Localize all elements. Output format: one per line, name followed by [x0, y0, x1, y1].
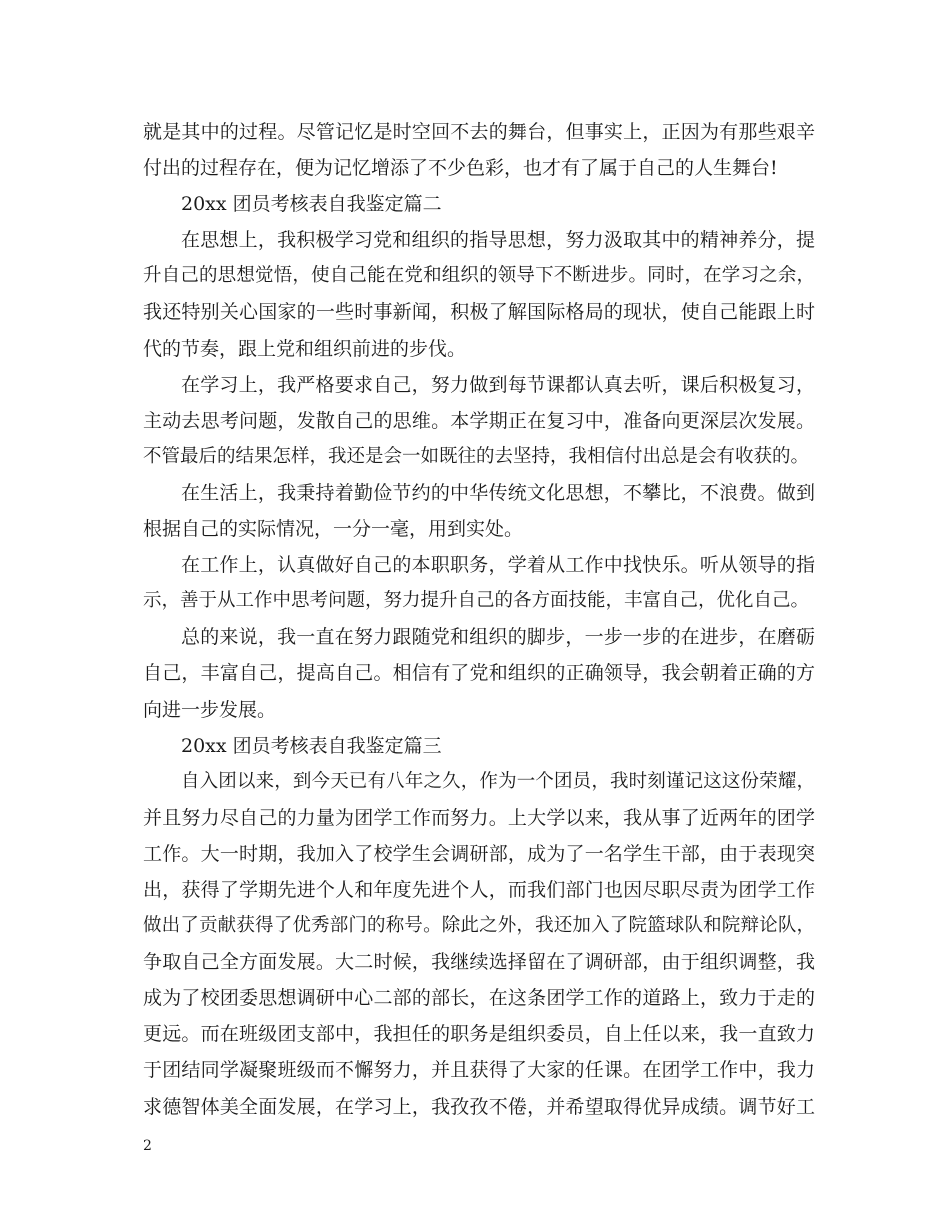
text-line: 我还特别关心国家的一些时事新闻，积极了解国际格局的现状，使自己能跟上时 — [143, 301, 815, 324]
text-line: 升自己的思想觉悟，使自己能在党和组织的领导下不断进步。同时，在学习之余， — [143, 265, 815, 287]
text-line: 付出的过程存在，便为记忆增添了不少色彩，也才有了属于自己的人生舞台! — [143, 157, 778, 180]
text-line: 代的节奏，跟上党和组织前进的步伐。 — [143, 337, 467, 360]
text-line: 示，善于从工作中思考问题，努力提升自己的各方面技能，丰富自己，优化自己。 — [143, 590, 810, 612]
text-line: 争取自己全方面发展。大二时候，我继续选择留在了调研部，由于组织调整，我 — [143, 951, 815, 974]
page-number: 2 — [143, 1138, 152, 1154]
text-line: 于团结同学凝聚班级而不懈努力，并且获得了大家的任课。在团学工作中，我力 — [143, 1059, 815, 1082]
text-line: 做出了贡献获得了优秀部门的称号。除此之外，我还加入了院篮球队和院辩论队， — [143, 915, 815, 937]
text-line: 更远。而在班级团支部中，我担任的职务是组织委员，自上任以来，我一直致力 — [143, 1023, 815, 1046]
text-line: 就是其中的过程。尽管记忆是时空回不去的舞台，但事实上，正因为有那些艰辛 — [143, 121, 815, 143]
text-line: 向进一步发展。 — [143, 698, 277, 721]
text-line: 在思想上，我积极学习党和组织的指导思想，努力汲取其中的精神养分，提 — [181, 229, 815, 252]
text-line: 成为了校团委思想调研中心二部的部长，在这条团学工作的道路上，致力于走的 — [143, 987, 815, 1010]
text-line: 自己，丰富自己，提高自己。相信有了党和组织的正确领导，我会朝着正确的方 — [143, 662, 815, 685]
text-line: 不管最后的结果怎样，我还是会一如既往的去坚持，我相信付出总是会有收获的。 — [143, 445, 810, 467]
document-body — [143, 114, 815, 1125]
text-line: 在生活上，我秉持着勤俭节约的中华传统文化思想，不攀比，不浪费。做到 — [181, 481, 815, 504]
section-heading: 20xx 团员考核表自我鉴定篇二 — [181, 193, 442, 216]
text-line: 求德智体美全面发展，在学习上，我孜孜不倦，并希望取得优异成绩。调节好工 — [143, 1095, 815, 1118]
text-line: 在学习上，我严格要求自己，努力做到每节课都认真去听，课后积极复习， — [181, 373, 815, 396]
text-line: 总的来说，我一直在努力跟随党和组织的脚步，一步一步的在进步，在磨砺 — [181, 626, 815, 649]
section-heading: 20xx 团员考核表自我鉴定篇三 — [181, 734, 442, 757]
text-line: 主动去思考问题，发散自己的思维。本学期正在复习中，准备向更深层次发展。 — [143, 409, 815, 432]
text-line: 在工作上，认真做好自己的本职职务，学着从工作中找快乐。听从领导的指 — [181, 554, 815, 577]
text-line: 出，获得了学期先进个人和年度先进个人，而我们部门也因尽职尽责为团学工作 — [143, 878, 815, 901]
text-line: 自入团以来，到今天已有八年之久，作为一个团员，我时刻谨记这这份荣耀， — [181, 770, 815, 792]
text-line: 工作。大一时期，我加入了校学生会调研部，成为了一名学生干部，由于表现突 — [143, 842, 815, 865]
text-line: 并且努力尽自己的力量为团学工作而努力。上大学以来，我从事了近两年的团学 — [143, 806, 815, 829]
text-line: 根据自己的实际情况，一分一毫，用到实处。 — [143, 518, 524, 541]
